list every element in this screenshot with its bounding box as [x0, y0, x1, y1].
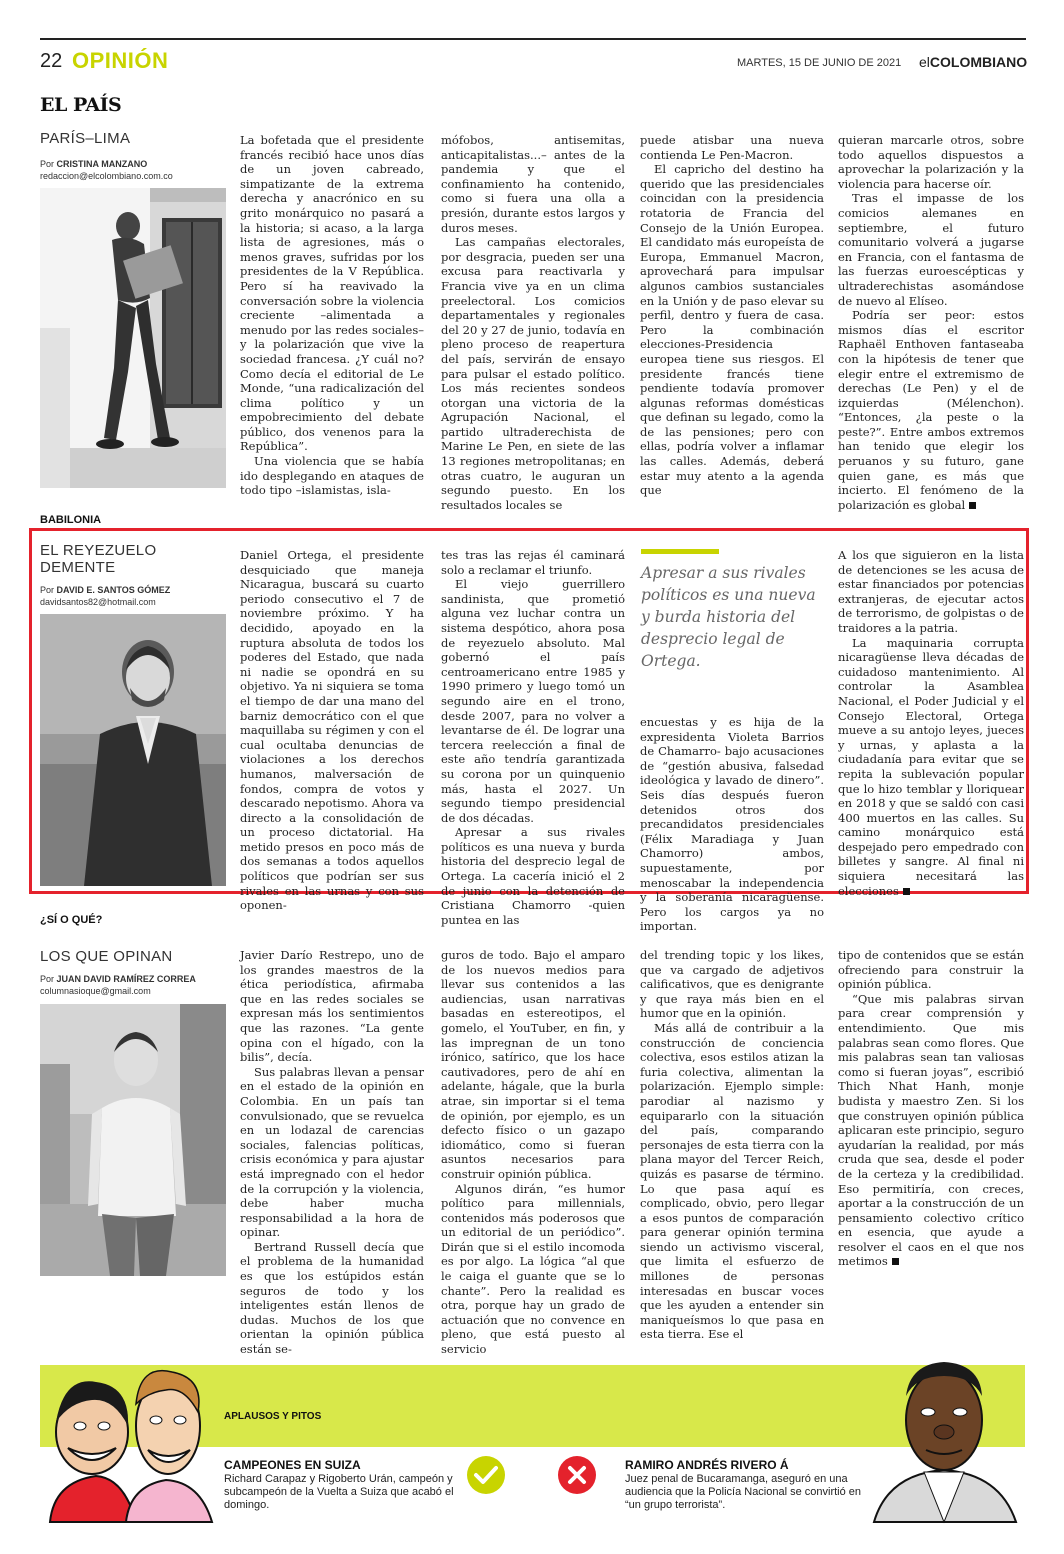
bad-text: Juez penal de Bucaramanga, aseguró en una audiencia que la Policía Nacional se convirtió en “un grupo terrorista”. [625, 1473, 862, 1511]
si-o-que-column-4: tipo de contenidos que se están ofreciendo para construir la opinión pública. “Que mis palabras sirvan para crear comprensión y entendimiento. Que mis palabras sean como flores. Que mis palabras sean tan valiosas como si fueran joyas”, escribió Thich Nhat Hanh, monje budista y maestro Zen. Si los que construyen opinión pública aplicaran este principio, seguro ayudarían la realidad, por más cruda que sea, desde el poder de la certeza y la credibilidad. Eso permitiría, con creces, aportar a la construcción de un pensamiento colectivo crítico en esencia, que ayude a resolver el caos en el que nos metimos [838, 948, 1024, 1269]
si-o-que-column-1: Javier Darío Restrepo, uno de los grandes maestros de la ética periodística, afirmaba que en las redes sociales se expresan más los sentimientos que las razones. “La gente opina con el hígado, con la bilis”, decía. Sus palabras llevan a pensar en el estado de la opinión en Colombia. En un país tan convulsionado, que se revuelca en un lodazal de carencias sociales, falencias políticas, crisis económica y para ajustar está impregnado con el hedor de la corrupción y la violencia, debe haber mucha responsabilidad a la hora de opinar. Bertrand Russell decía que el problema de la humanidad es que los estúpidos están seguros de todo y los inteligentes están llenos de dudas. Muchos de los que orientan la opinión pública están se- [240, 948, 424, 1357]
si-o-que-column-2: guros de todo. Bajo el amparo de los nuevos medios para llevar sus contenidos a las audiencias, usan narrativas basadas en estereotipos, el gomelo, el YouTuber, en fin, y las impregnan de un tono irónico, satírico, que los hace cautivadores, pero de ahí en adelante, hágale, que la burla atrae, sin importar si el tema de opinión, por ejemplo, es un defecto físico o un gazapo idiomático, como si fueran asuntos necesarios para construir opinión pública. Algunos dirán, “es humor político para millennials, contenidos más poderosos que un editorial de un periódico”. Dirán que si el estilo incomoda es por algo. La lógica “al que le caiga el guante que se lo chante”. Pero la realidad es otra, porque hay un grado de actuación que no convence en pleno, que está puesto al servicio [441, 948, 625, 1357]
byline: Por JUAN DAVID RAMÍREZ CORREA columnasioque@gmail.com [40, 974, 196, 997]
publication-date: MARTES, 15 DE JUNIO DE 2021 [737, 57, 902, 69]
article-title: LOS QUE OPINAN [40, 948, 173, 965]
section-label-babilonia: BABILONIA [40, 514, 102, 526]
el-pais-column-4: quieran marcarle otros, sobre todo aquellos dispuestos a aprovechar la polarización y la violencia para hacerse oír. Tras el impasse de los comicios alemanes en septiembre, el futuro comunitario volverá a jugarse en Francia, con el fantasma de las fuerzas euroescépticas y ultraderechistas asomándose de nuevo al Elíseo. Podría ser peor: estos mismos días el escritor Raphaël Enthoven fantaseaba con la hipótesis de tener que elegir entre el extremismo de derechas (Le Pen) y el de izquierdas (Mélenchon). “Entonces, ¿la peste o la peste?”. Entre ambos extremos han tenido que elegir los peruanos y su futuro, gane quien gane, es más que incierto. El fenómeno de la polarización es global [838, 133, 1024, 512]
good-title: CAMPEONES EN SUIZA [224, 1458, 361, 1472]
end-mark [969, 502, 976, 509]
section-name: OPINIÓN [72, 48, 169, 73]
author-photo [40, 614, 226, 886]
el-pais-column-1: La bofetada que el presidente francés recibió hace unos días de un joven cabreado, simpatizante de la extrema derecha y anacrónico en su grito monárquico no pasará a la historia; si acaso, a la larga lista de agresiones, más o menos graves, sufridas por los presidentes de la V República. Pero sí ha reavivado la conversación sobre la violencia creciente –alimentada a menudo por las redes sociales– y la polarización que vive la sociedad francesa. ¿Y cuál no? Como decía el editorial de Le Monde, “una radicalización del clima político y un empobrecimiento del debate público, dos venenos para la República”. Una violencia que se había ido desplegando en ataques de todo tipo –islamistas, isla- [240, 133, 424, 498]
byline: Por DAVID E. SANTOS GÓMEZ davidsantos82@hotmail.com [40, 585, 171, 608]
article-title: EL REYEZUELO DEMENTE [40, 542, 157, 577]
end-mark [903, 888, 910, 895]
caricature-cyclists [44, 1346, 214, 1522]
cross-icon [558, 1456, 596, 1494]
author-email: redaccion@elcolombiano.com.co [40, 171, 173, 182]
author-email: davidsantos82@hotmail.com [40, 597, 156, 608]
babilonia-column-1: Daniel Ortega, el presidente desquiciado que maneja Nicaragua, buscará su cuarto periodo consecutivo el 7 de noviembre próximo. Y ha decidido, apoyado en la ruptura absoluta de todos los poderes del Estado, que nada ni nadie se opondrá en su objetivo. Ya ni siquiera se toma el tiempo de dar una mano del barniz democrático con el que maquillaba su régimen y con el cual ocultaba denuncias de violaciones a los derechos humanos, malversación de fondos, compra de votos y descarado nepotismo. Ahora va directo a la consolidación de un proceso dictatorial. Ha metido presos en poco más de dos semanas a todos aquellos políticos que podrían ser sus rivales en las urnas y con sus oponen- [240, 548, 424, 913]
aplausos-title: APLAUSOS Y PITOS [224, 1411, 322, 1422]
el-pais-column-2: mófobos, antisemitas, anticapitalistas...– antes de la pandemia y que el confinamiento ha contenido, como si fuera una olla a presión, durante estos largos y duros meses. Las campañas electorales, por desgracia, pueden ser una excusa para reactivarla y Francia vive ya en un clima preelectoral. Los comicios departamentales y regionales del 20 y 27 de junio, todavía en pleno proceso de reapertura del país, servirán de ensayo para pulsar el estado político. Los más recientes sondeos otorgan una victoria de la Agrupación Nacional, el partido ultraderechista de Marine Le Pen, en siete de las 13 regiones metropolitanas; en otras cuatro, le auguran un segundo puesto. En los resultados locales se [441, 133, 625, 512]
pullquote: Apresar a sus rivales políticos es una nueva y burda historia del desprecio legal de Ortega. [641, 564, 816, 670]
author-email: columnasioque@gmail.com [40, 986, 151, 997]
article-title: PARÍS–LIMA [40, 130, 131, 147]
good-text: Richard Carapaz y Rigoberto Urán, campeón y subcampeón de la Vuelta a Suiza que acabó el domingo. [224, 1473, 454, 1511]
babilonia-column-3: encuestas y es hija de la expresidenta Violeta Barrios de Chamarro- bajo acusaciones de “gestión abusiva, falsedad ideológica y lavado de dinero”. Seis días después fueron detenidos otros dos precandidatos presidenciales (Félix Maradiaga y Juan Chamorro) ambos, supuestamente, por menoscabar la independencia y la soberanía nicaragüense. Pero los cargos ya no importan. [640, 715, 824, 934]
newspaper-logo: elCOLOMBIANO [919, 54, 1028, 70]
check-icon [467, 1456, 505, 1494]
pullquote-accent [641, 549, 719, 554]
byline: Por CRISTINA MANZANO redaccion@elcolombiano.com.co [40, 159, 173, 182]
statue-photo [40, 188, 226, 488]
end-mark [892, 1258, 899, 1265]
header-rule [40, 38, 1026, 40]
caricature-judge [864, 1346, 1026, 1522]
babilonia-column-4: A los que siguieron en la lista de detenciones se les acusa de estar financiados por potencias extranjeras, de ejecutar actos de terrorismo, de golpistas o de traidores a la patria. La maquinaria corrupta nicaragüense lleva décadas de cuidadoso mantenimiento. Al controlar la Asamblea Nacional, el Poder Judicial y el Consejo Electoral, Ortega mueve a su antojo leyes, jueces y urnas, y aplasta a la ciudadanía para evitar que se repita la sublevación popular que lo hizo temblar y lloriquear en 2018 y que se saldó con casi 400 muertos en las calles. Su camino monárquico está despejado pero empedrado con billetes y sangre. Al final ni siquiera necesitará las elecciones [838, 548, 1024, 898]
si-o-que-column-3: del trending topic y los likes, que va cargado de adjetivos calificativos, que es denigrante y que raya más bien en el humor que en la opinión. Más allá de contribuir a la construcción de conciencia colectiva, esos estilos atizan la furia colectiva, alimentan la polarización. Ejemplo simple: parodiar al nazismo y equipararlo con la situación del país, comparando personajes de esta tierra con la plana mayor del Tercer Reich, quizás es pasarse de término. Lo que pasa aquí es complicado, obvio, pero llegar a esos puntos de comparación para generar opinión termina siendo un activismo visceral, que limita el esfuerzo de millones de personas interesadas en buscar voces que les ayuden a entender sin maniqueísmos lo que pasa en esta tierra. Ese el [640, 948, 824, 1342]
page-number: 22 [40, 50, 63, 72]
author-photo [40, 1004, 226, 1276]
babilonia-column-2: tes tras las rejas él caminará solo a reclamar el triunfo. El viejo guerrillero sandinista, que prometió alguna vez luchar contra un sistema despótico, ahora posa de reyezuelo absoluto. Mal gobernó el país centroamericano entre 1985 y 1990 primero y luego tomó un segundo aire en el trono, desde 2007, para no volver a levantarse de él. De lograr una tercera reelección a final de este año tendría garantizada su corona por un quinquenio más, hasta el 2027. Un segundo tiempo presidencial de dos décadas. Apresar a sus rivales políticos es una nueva y burda historia del desprecio legal de Ortega. La cacería inició el 2 de junio con la detención de Cristiana Chamorro -quien puntea en las [441, 548, 625, 927]
section-label-si-o-que: ¿SÍ O QUÉ? [40, 914, 103, 926]
el-pais-column-3: puede atisbar una nueva contienda Le Pen-Macron. El capricho del destino ha querido que las presidenciales coincidan con la presidencia rotatoria de Francia del Consejo de la Unión Europea. El candidato más europeísta de Europa, Emmanuel Macron, aprovechará para impulsar algunos cambios sustanciales en la Unión y de paso elevar su perfil, dentro y fuera de casa. Pero la combinación elecciones-Presidencia europea tiene sus riesgos. El presidente francés tiene pendiente todavía promover algunas reformas domésticas que definan su legado, como la de las pensiones; pero con ellas, podría volver a inflamar las calles. Además, deberá estar muy atento a la agenda que [640, 133, 824, 498]
bad-title: RAMIRO ANDRÉS RIVERO Á [625, 1458, 789, 1472]
el-pais-masthead: EL PAÍS [40, 94, 122, 116]
